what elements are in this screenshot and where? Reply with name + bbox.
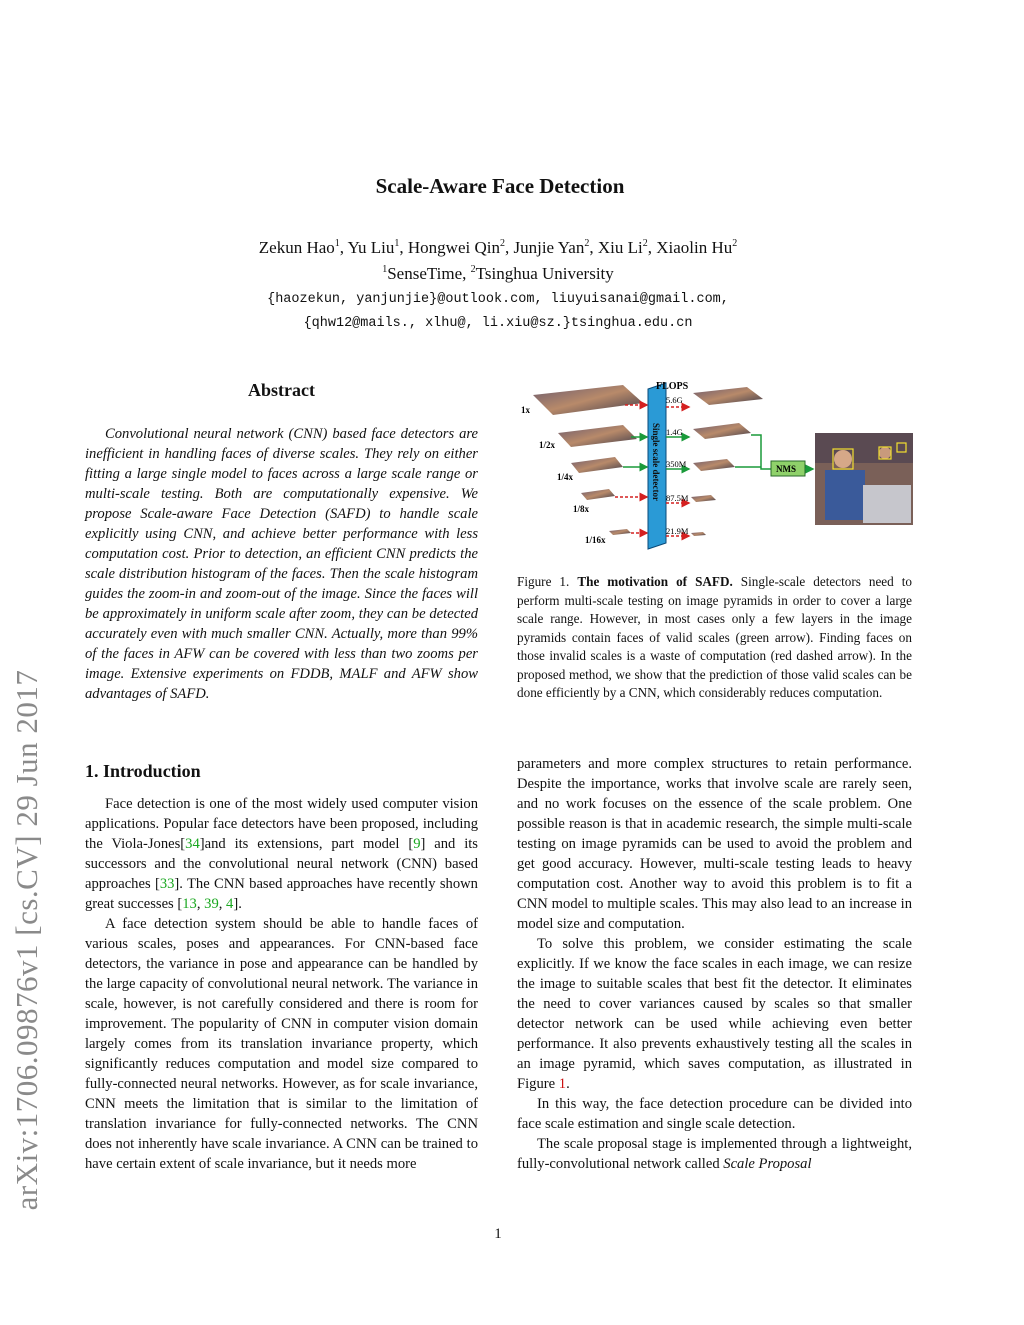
flops-value-half: 1.4G [666, 427, 683, 437]
output-image-sixteenth [691, 532, 706, 536]
citation-link[interactable]: 4 [226, 896, 234, 912]
author-emails-line2: {qhw12@mails., xlhu@, li.xiu@sz.}tsinghua.edu.cn [303, 316, 693, 331]
figure-1-caption [517, 573, 912, 703]
pyramid-image-half [558, 425, 637, 447]
arxiv-stamp: arXiv:1706.09876v1 [cs.CV] 29 Jun 2017 [9, 669, 44, 1211]
caption-label: Figure 1. [517, 574, 578, 589]
scale-label-1x: 1x [521, 405, 530, 415]
affiliation-mark: 2 [470, 264, 476, 275]
author-affiliation-mark: 2 [642, 238, 648, 249]
author-affiliation-mark: 2 [499, 238, 505, 249]
author-affiliation-mark: 2 [732, 238, 738, 249]
right-paragraph-1: parameters and more complex structures to retain performance. Despite the importance, works that involve scale are rarely seen, and no work focuses on the essence of the scale problem. One possible reason is that in academic research, the simple multi-scale testing on image pyramids can be used to avoid the problem and get good accuracy. However, multi-scale testing leads to heavy computation cost. Another way to avoid this problem is to fit a CNN model to multiple scales. This may also lead to an increase in model size and computation. [517, 756, 912, 932]
intro-paragraph-1: Face detection is one of the most widely used computer vision applications. Popular face detectors have been proposed, including the Viola-Jones[34]and its extensions, part model [9] and its successors and the convolutional neural network (CNN) based approaches [33]. The CNN based approaches have recently shown great successes [13, 39, 4]. [85, 796, 478, 912]
page-number: 1 [494, 1226, 502, 1242]
affiliation-mark: 1 [382, 264, 388, 275]
merge-line [751, 435, 771, 469]
abstract-heading: Abstract [248, 380, 315, 400]
flops-value-quarter: 350M [666, 459, 687, 469]
paper-title: Scale-Aware Face Detection [375, 174, 625, 198]
flops-header: FLOPS [656, 381, 689, 392]
pyramid-image-quarter [571, 457, 623, 473]
right-paragraph-4: The scale proposal stage is implemented through a lightweight, fully-convolutional network called Scale Proposal [517, 1136, 912, 1172]
author-list: Zekun Hao$^1$, Yu Liu$^1$, Hongwei Qin$^2$, Junjie Yan$^2$, Xiu Li$^2$, Xiaolin Hu$^2$ [258, 238, 738, 257]
right-column-body [517, 754, 912, 1174]
scale-label-sixteenth: 1/16x [585, 535, 606, 545]
output-image-1x [693, 387, 763, 405]
nms-label: NMS [776, 464, 796, 474]
affiliations [0, 264, 996, 284]
citation-link[interactable]: 13 [182, 896, 197, 912]
caption-text: Single-scale detectors need to perform multi-scale testing on image pyramids in order to cover a large scale range. However, in most cases only a few layers in the image pyramids contain faces of valid scales (green arrow). Finding faces on those invalid scales is a waste of computation (red dashed arrow). In the proposed method, we show that the prediction of those valid scales can be done efficiently by a CNN, which considerably reduces computation. [517, 574, 912, 700]
citation-link[interactable]: 39 [204, 896, 219, 912]
output-image-quarter [693, 459, 735, 471]
figure-reference-link[interactable]: 1 [558, 1076, 567, 1092]
scale-label-eighth: 1/8x [573, 504, 590, 514]
author-name: Yu Liu [347, 238, 395, 257]
scale-label-half: 1/2x [539, 440, 556, 450]
detector-label: Single scale detector [651, 423, 661, 501]
scale-label-quarter: 1/4x [557, 472, 574, 482]
pyramid-image-1x [533, 385, 643, 415]
flops-value-1x: 5.6G [666, 395, 683, 405]
output-image-half [693, 423, 751, 439]
author-emails-line1: {haozekun, yanjunjie}@outlook.com, liuyuisanai@gmail.com, [267, 292, 729, 307]
section-heading-introduction: 1. Introduction [85, 761, 201, 781]
flops-value-eighth: 87.5M [666, 493, 689, 503]
affiliation-tsinghua: Tsinghua University [475, 264, 614, 283]
author-name: Zekun Hao [258, 238, 335, 257]
output-image-eighth [691, 495, 716, 502]
author-name: Junjie Yan [513, 238, 585, 257]
author-name: Xiaolin Hu [656, 238, 733, 257]
abstract-text: Convolutional neural network (CNN) based face detectors are inefficient in handling faces of diverse scales. They rely on either fitting a large single model to faces across a large scale range or multi-scale testing. Both are computationally expensive. We propose Scale-aware Face Detection (SAFD) to handle scale explicitly using CNN, and achieve better performance with less computation cost. Prior to detection, an efficient CNN predicts the scale distribution histogram of the faces. Then the scale histogram guides the zoom-in and zoom-out of the image. Since the faces will be approximately in uniform scale after zoom, they can be detected accurately even with much smaller CNN. Actually, more than 99% of the faces in AFW can be covered with less than two zooms per image. Extensive experiments on FDDB, MALF and AFW show advantages of SAFD. [85, 426, 478, 702]
pyramid-image-sixteenth [609, 529, 631, 535]
intro-paragraph-2: A face detection system should be able to handle faces of various scales, poses and appearances. For CNN-based face detectors, the variance in pose and appearance can be handled by the large capacity of convolutional neural network. The variance in scale, however, is not carefully considered and there is room for improvement. The popularity of CNN in computer vision domain largely comes from its translation invariance property, which significantly reduces computation and model size compared to fully-connected neural networks. However, as for scale invariance, CNN meets the limitation that is similar to the limitation of translation invariance for fully-connected networks. The CNN does not inherently have scale invariance. A CNN can be trained to have certain extent of scale invariance, but it needs more [85, 916, 478, 1172]
author-affiliation-mark: 1 [334, 238, 340, 249]
author-affiliation-mark: 1 [394, 238, 400, 249]
author-name: Hongwei Qin [407, 238, 500, 257]
right-paragraph-3: In this way, the face detection procedure can be divided into face scale estimation and single scale detection. [517, 1096, 912, 1132]
author-affiliation-mark: 2 [584, 238, 590, 249]
caption-title: The motivation of SAFD. [577, 574, 733, 589]
introduction-body [85, 794, 478, 1174]
affiliation-sensetime: SenseTime, [387, 264, 471, 283]
citation-link[interactable]: 34 [185, 836, 200, 852]
citation-link[interactable]: 33 [159, 876, 175, 892]
figure-1-diagram [513, 375, 913, 555]
author-name: Xiu Li [597, 238, 643, 257]
right-paragraph-2: To solve this problem, we consider estimating the scale explicitly. If we know the face scales in each image, we can resize the image to suitable scales that best fit the detector. It eliminates the need to cover variances caused by scales so that smaller detector network can be used while achieving even better performance. It also prevents exhaustively testing all the scales in an image pyramid, which saves computation, as illustrated in Figure 1. [517, 936, 912, 1092]
pyramid-image-eighth [581, 489, 615, 500]
flops-value-sixteenth: 21.9M [666, 526, 689, 536]
citation-link[interactable]: 9 [413, 836, 421, 852]
